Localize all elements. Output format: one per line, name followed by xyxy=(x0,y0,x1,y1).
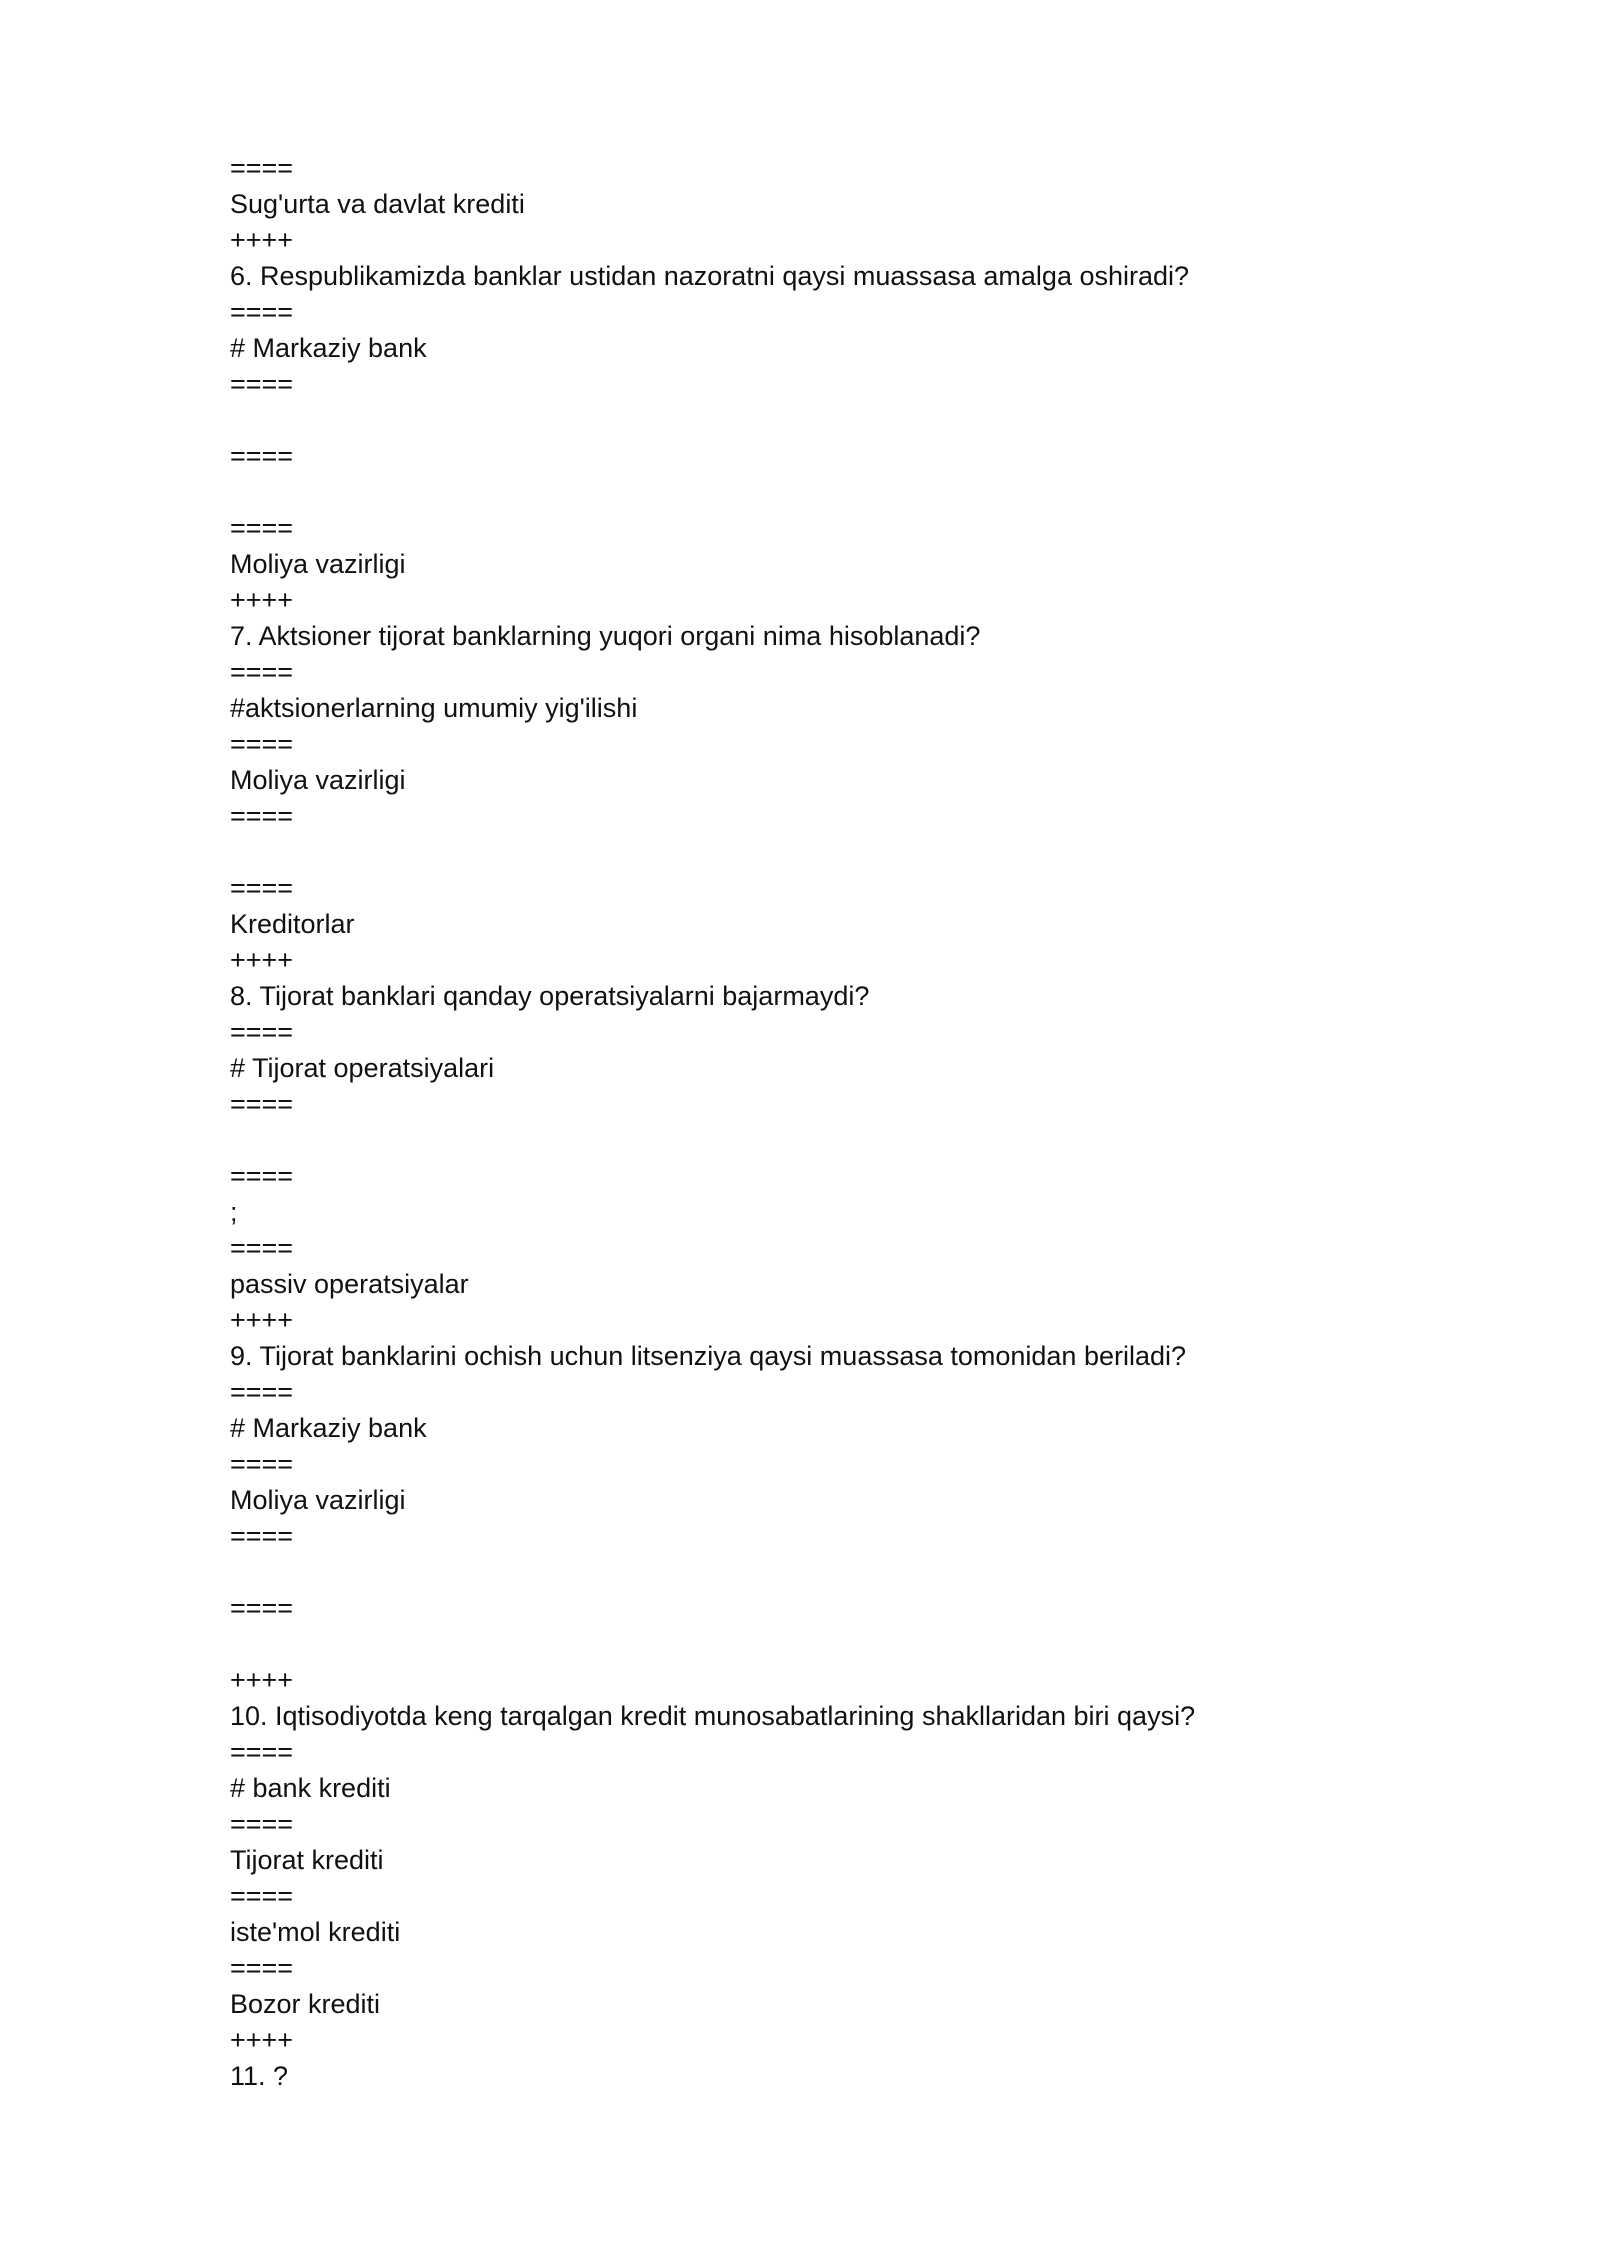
separator-line: ==== xyxy=(230,513,294,543)
correct-answer: # Markaziy bank xyxy=(230,1413,427,1443)
correct-answer: # Markaziy bank xyxy=(230,333,427,363)
question-separator: ++++ xyxy=(230,945,294,975)
correct-answer: # Tijorat operatsiyalari xyxy=(230,1053,495,1083)
question-separator: ++++ xyxy=(230,1665,294,1695)
answer-option: Bozor krediti xyxy=(230,1989,381,2019)
question-8: 8. Tijorat banklari qanday operatsiyalarni bajarmaydi? xyxy=(230,981,870,1011)
separator-line: ==== xyxy=(230,1089,294,1119)
answer-option: Moliya vazirligi xyxy=(230,1485,406,1515)
answer-option: Tijorat krediti xyxy=(230,1845,384,1875)
empty-answer xyxy=(230,834,1410,870)
question-9: 9. Tijorat banklarini ochish uchun litsenziya qaysi muassasa tomonidan beriladi? xyxy=(230,1341,1187,1371)
question-separator: ++++ xyxy=(230,585,294,615)
question-11: 11. ? xyxy=(230,2061,289,2091)
separator-line: ==== xyxy=(230,657,294,687)
answer-option: Moliya vazirligi xyxy=(230,765,406,795)
question-separator: ++++ xyxy=(230,1305,294,1335)
separator-line: ==== xyxy=(230,1809,294,1839)
separator-line: ==== xyxy=(230,153,294,183)
separator-line: ==== xyxy=(230,1017,294,1047)
separator-line: ==== xyxy=(230,801,294,831)
correct-answer: # bank krediti xyxy=(230,1773,391,1803)
answer-option: passiv operatsiyalar xyxy=(230,1269,469,1299)
separator-line: ==== xyxy=(230,729,294,759)
question-separator: ++++ xyxy=(230,2025,294,2055)
separator-line: ==== xyxy=(230,369,294,399)
separator-line: ==== xyxy=(230,873,294,903)
empty-answer xyxy=(230,474,1410,510)
question-6: 6. Respublikamizda banklar ustidan nazoratni qaysi muassasa amalga oshiradi? xyxy=(230,261,1190,291)
answer-option: ; xyxy=(230,1197,238,1227)
document-body xyxy=(230,150,1410,2094)
separator-line: ==== xyxy=(230,1377,294,1407)
answer-option: Moliya vazirligi xyxy=(230,549,406,579)
answer-option: iste'mol krediti xyxy=(230,1917,401,1947)
separator-line: ==== xyxy=(230,1737,294,1767)
separator-line: ==== xyxy=(230,1449,294,1479)
separator-line: ==== xyxy=(230,1233,294,1263)
answer-option: Sug'urta va davlat krediti xyxy=(230,189,525,219)
question-separator: ++++ xyxy=(230,225,294,255)
separator-line: ==== xyxy=(230,441,294,471)
question-7: 7. Aktsioner tijorat banklarning yuqori organi nima hisoblanadi? xyxy=(230,621,981,651)
separator-line: ==== xyxy=(230,1953,294,1983)
question-10: 10. Iqtisodiyotda keng tarqalgan kredit munosabatlarining shakllaridan biri qaysi? xyxy=(230,1701,1196,1731)
separator-line: ==== xyxy=(230,1881,294,1911)
separator-line: ==== xyxy=(230,1161,294,1191)
separator-line: ==== xyxy=(230,1593,294,1623)
empty-answer xyxy=(230,1554,1410,1590)
empty-answer xyxy=(230,1122,1410,1158)
separator-line: ==== xyxy=(230,297,294,327)
empty-answer xyxy=(230,1626,1410,1662)
correct-answer: #aktsionerlarning umumiy yig'ilishi xyxy=(230,693,638,723)
empty-answer xyxy=(230,402,1410,438)
answer-option: Kreditorlar xyxy=(230,909,355,939)
separator-line: ==== xyxy=(230,1521,294,1551)
